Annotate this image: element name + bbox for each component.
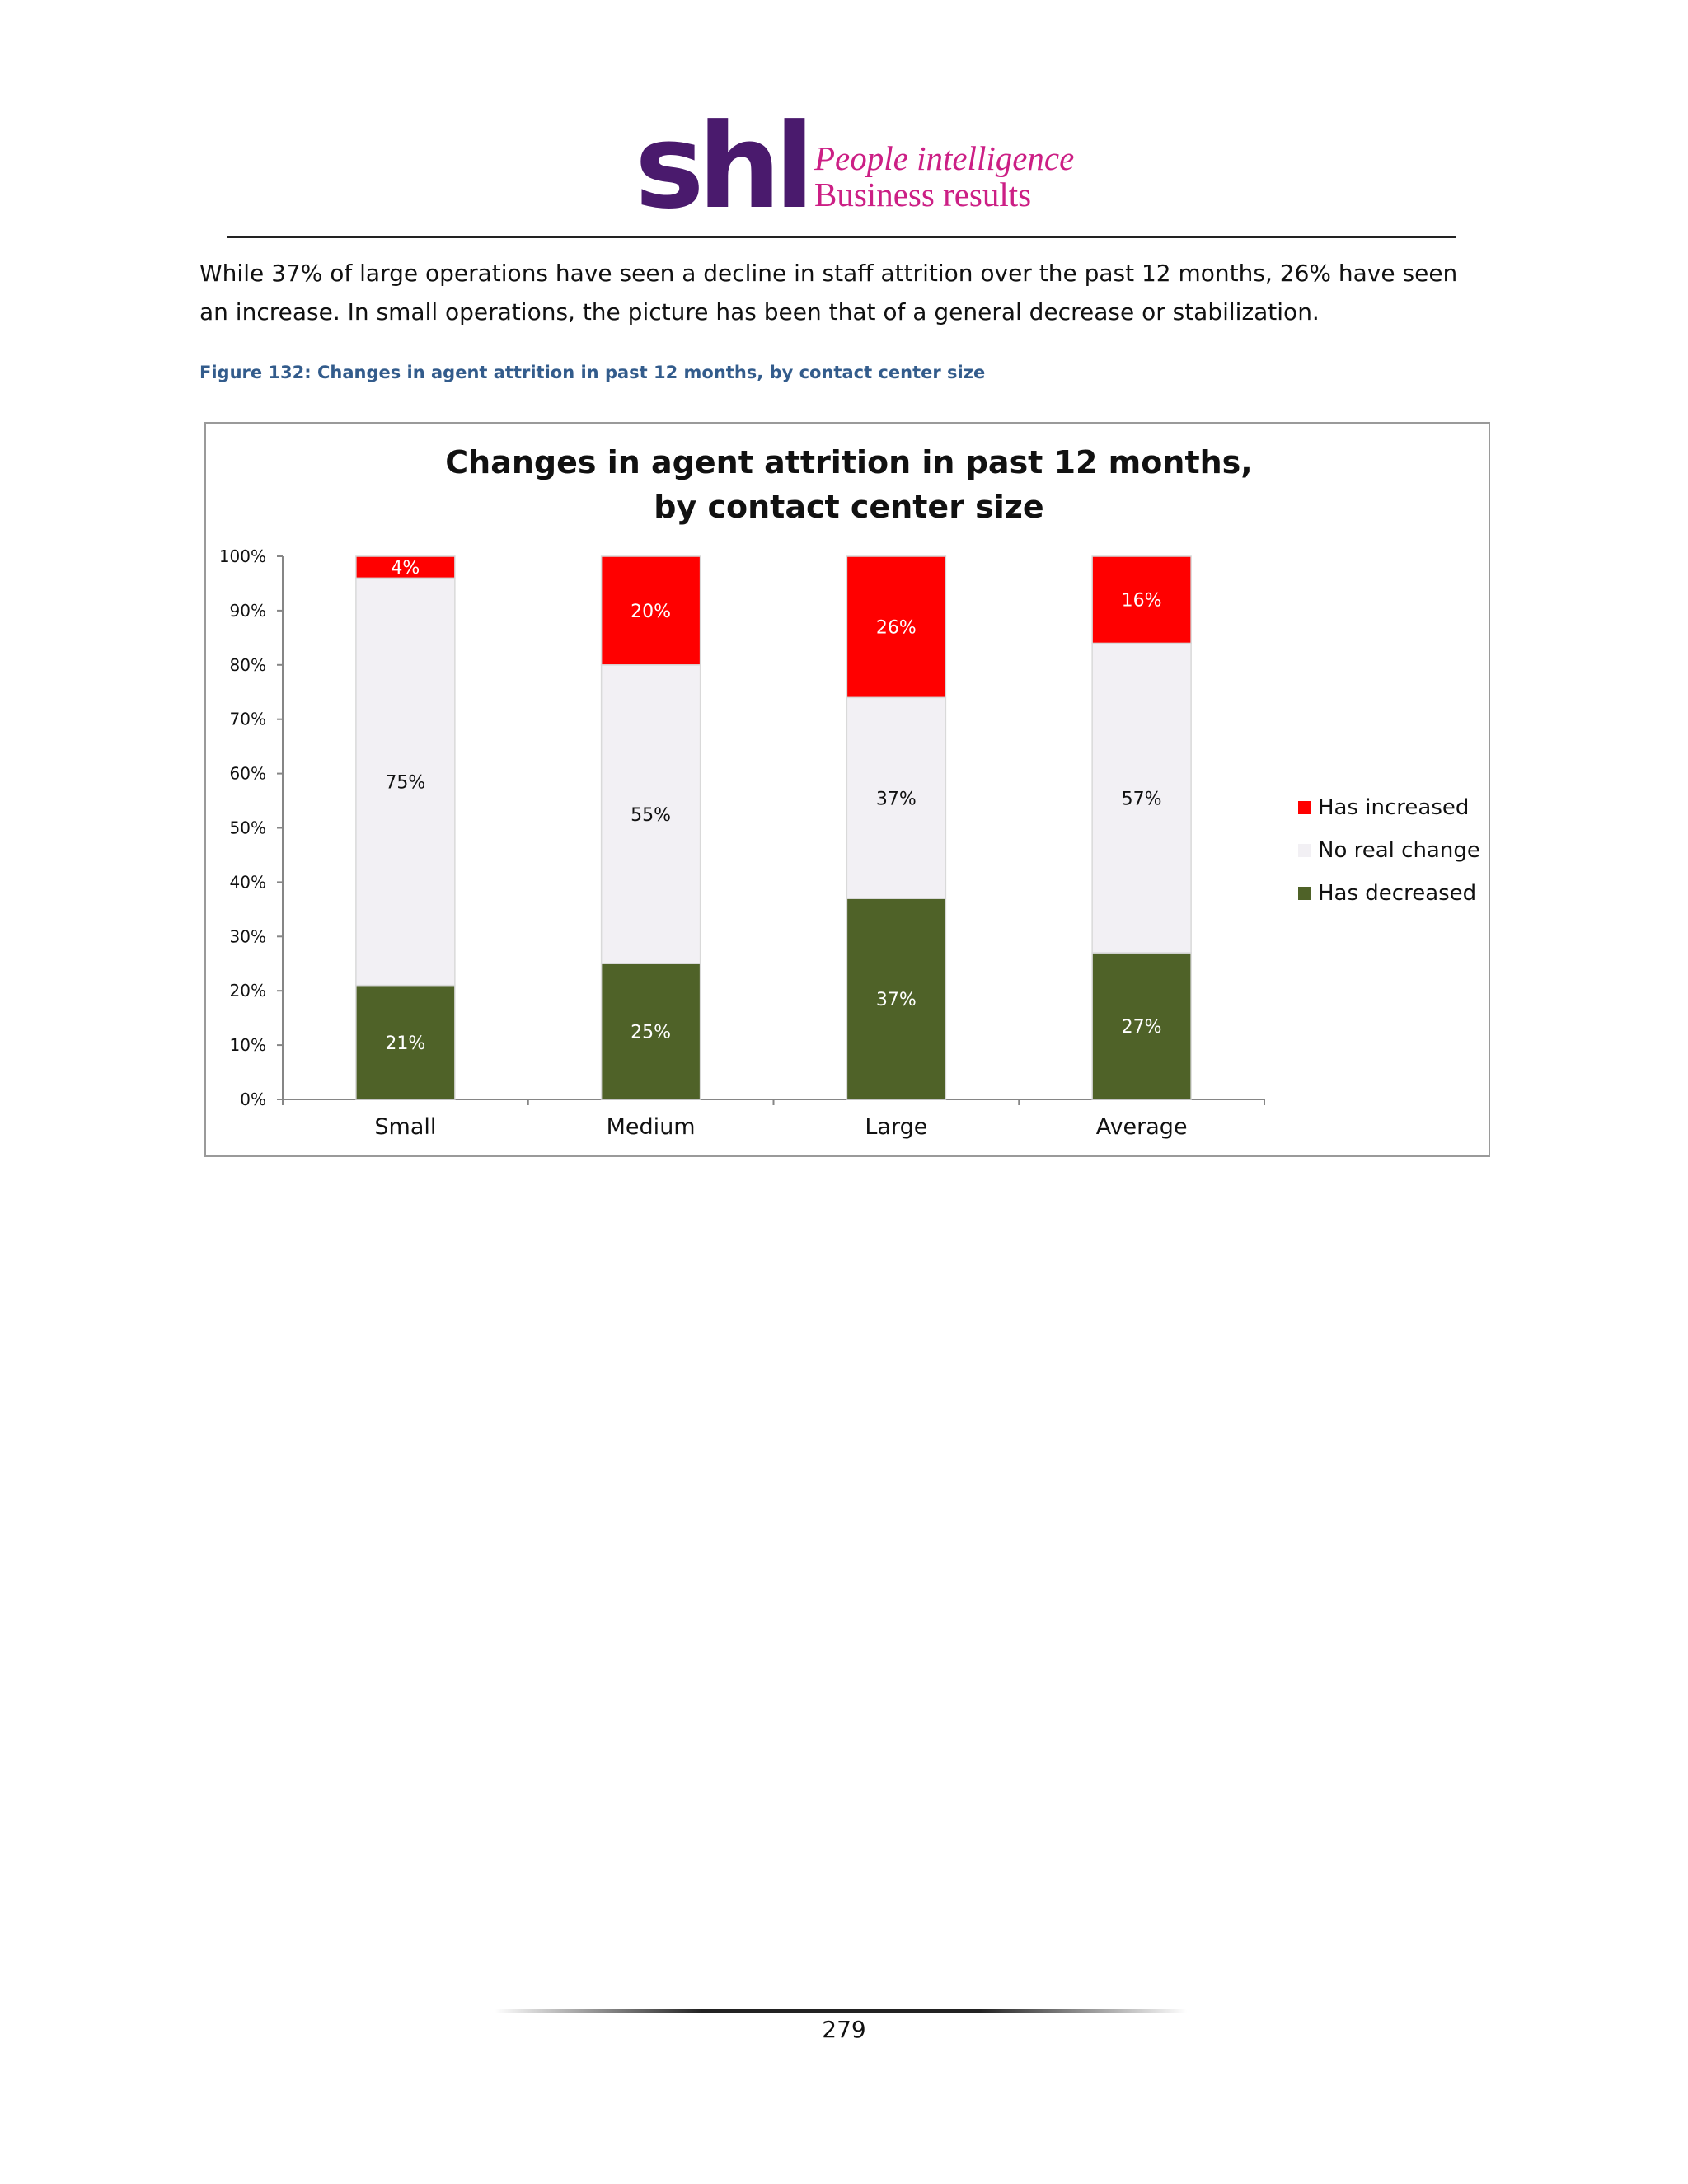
data-label: 16% bbox=[1121, 590, 1162, 612]
chart-title-line1: Changes in agent attrition in past 12 months, bbox=[445, 444, 1253, 480]
data-label: 57% bbox=[1121, 789, 1162, 810]
footer-divider bbox=[495, 2009, 1187, 2013]
logo-tagline-line2: Business results bbox=[814, 176, 1032, 213]
legend-swatch bbox=[1298, 844, 1311, 857]
y-tick-label: 10% bbox=[229, 1035, 266, 1056]
legend-label: No real change bbox=[1318, 838, 1480, 863]
chart-legend bbox=[1298, 786, 1480, 915]
data-label: 37% bbox=[875, 990, 917, 1011]
shl-logo bbox=[635, 99, 1075, 235]
legend-label: Has decreased bbox=[1318, 881, 1477, 906]
data-label: 37% bbox=[875, 789, 917, 810]
y-tick-label: 20% bbox=[229, 981, 266, 1001]
data-label: 75% bbox=[385, 772, 426, 794]
header-divider bbox=[227, 236, 1456, 238]
stacked-bar-chart bbox=[206, 424, 1489, 1155]
page-number: 279 bbox=[822, 2016, 866, 2043]
legend-item bbox=[1298, 872, 1480, 915]
data-label: 4% bbox=[391, 558, 420, 579]
data-label: 55% bbox=[631, 805, 672, 827]
y-tick-label: 30% bbox=[229, 926, 266, 947]
x-tick-label: Large bbox=[865, 1114, 928, 1140]
y-tick-label: 0% bbox=[240, 1090, 266, 1109]
logo-wordmark: shl bbox=[635, 99, 809, 235]
legend-label: Has increased bbox=[1318, 795, 1470, 820]
x-tick-label: Medium bbox=[606, 1114, 696, 1140]
y-tick-label: 60% bbox=[229, 763, 266, 784]
y-tick-label: 50% bbox=[229, 818, 266, 838]
legend-item bbox=[1298, 786, 1480, 829]
legend-item bbox=[1298, 829, 1480, 872]
x-tick-label: Average bbox=[1095, 1114, 1188, 1140]
data-label: 25% bbox=[631, 1022, 672, 1043]
y-tick-label: 90% bbox=[229, 600, 266, 621]
chart-container bbox=[204, 422, 1490, 1157]
x-tick-label: Small bbox=[374, 1114, 437, 1140]
data-label: 26% bbox=[875, 617, 917, 639]
y-tick-label: 40% bbox=[229, 872, 266, 893]
y-tick-label: 80% bbox=[229, 654, 266, 675]
logo-tagline-line1: People intelligence bbox=[814, 139, 1075, 177]
data-label: 27% bbox=[1121, 1017, 1162, 1038]
legend-swatch bbox=[1298, 801, 1311, 814]
y-tick-label: 100% bbox=[218, 546, 266, 566]
legend-swatch bbox=[1298, 887, 1311, 900]
data-label: 21% bbox=[385, 1033, 426, 1054]
chart-title-line2: by contact center size bbox=[654, 489, 1044, 525]
body-paragraph: While 37% of large operations have seen a decline in staff attrition over the past 12 months, 26% have seen an increase. In small operations, the picture has been that of a general decrease or stabilization. bbox=[199, 260, 1458, 326]
figure-caption: Figure 132: Changes in agent attrition in past 12 months, by contact center size bbox=[199, 363, 986, 382]
y-tick-label: 70% bbox=[229, 709, 266, 729]
data-label: 20% bbox=[631, 601, 672, 622]
